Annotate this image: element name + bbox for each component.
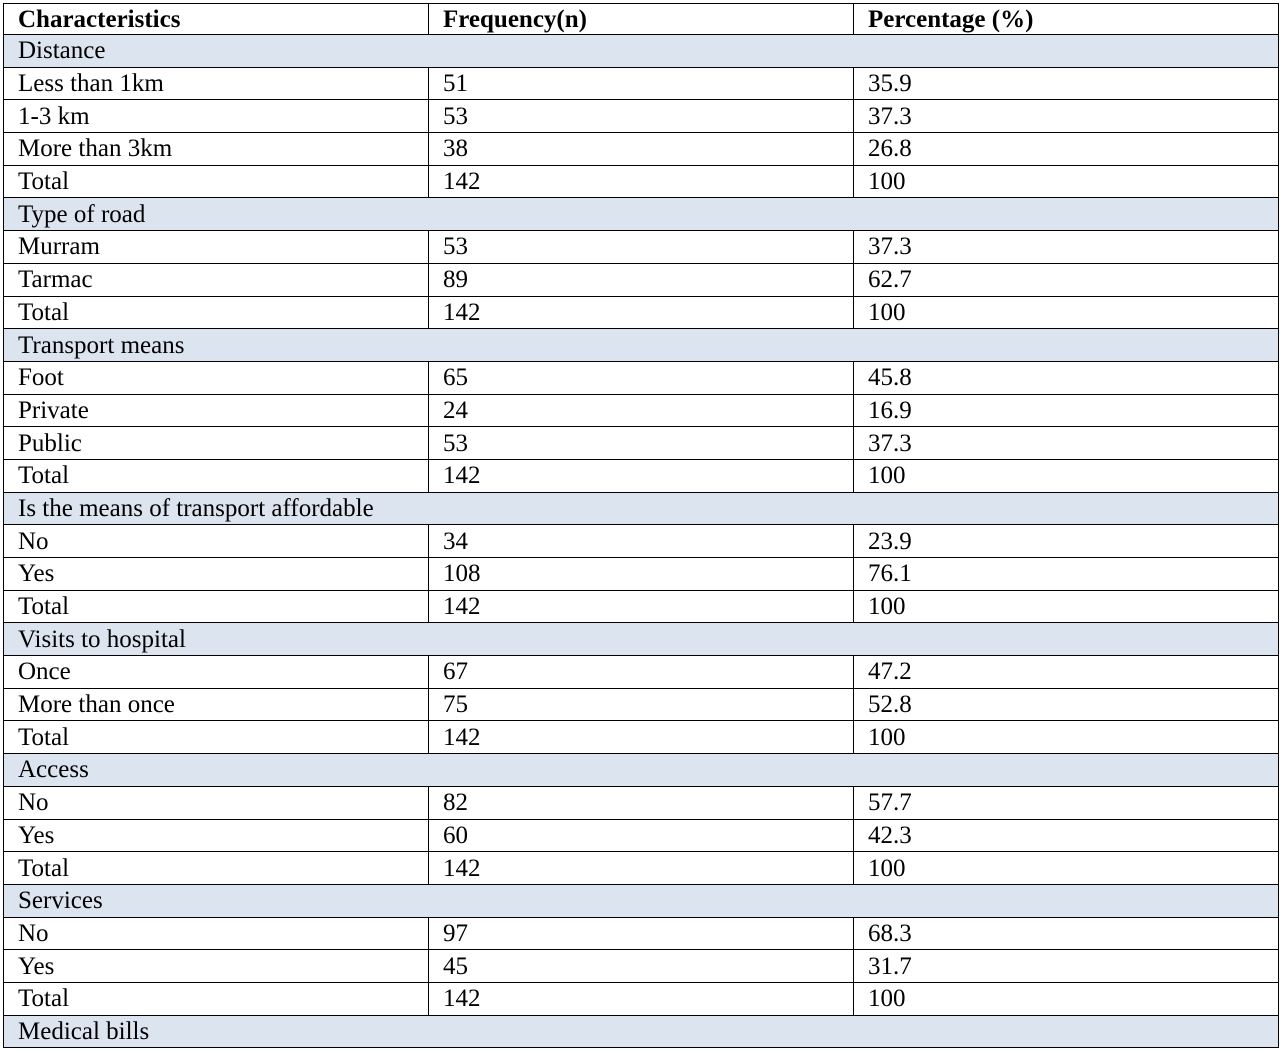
cell-percentage: 26.8 bbox=[854, 133, 1279, 166]
table-row bbox=[4, 688, 1279, 721]
cell-percentage: 31.7 bbox=[854, 950, 1279, 983]
cell-frequency: 60 bbox=[429, 819, 854, 852]
cell-frequency: 45 bbox=[429, 950, 854, 983]
section-row bbox=[4, 1015, 1279, 1048]
table-row bbox=[4, 459, 1279, 492]
table-row bbox=[4, 263, 1279, 296]
cell-percentage: 100 bbox=[854, 459, 1279, 492]
cell-characteristic: More than 3km bbox=[4, 133, 429, 166]
cell-characteristic: Tarmac bbox=[4, 263, 429, 296]
cell-percentage: 45.8 bbox=[854, 361, 1279, 394]
cell-characteristic: Total bbox=[4, 590, 429, 623]
table-row bbox=[4, 852, 1279, 885]
cell-percentage: 100 bbox=[854, 590, 1279, 623]
characteristics-table bbox=[3, 3, 1279, 1048]
section-row bbox=[4, 884, 1279, 917]
table-row bbox=[4, 721, 1279, 754]
cell-frequency: 53 bbox=[429, 100, 854, 133]
table-body bbox=[4, 35, 1279, 1048]
cell-percentage: 37.3 bbox=[854, 231, 1279, 264]
section-title: Distance bbox=[4, 35, 1279, 68]
header-percentage: Percentage (%) bbox=[854, 4, 1279, 35]
table-row bbox=[4, 558, 1279, 591]
section-title: Services bbox=[4, 884, 1279, 917]
table-row bbox=[4, 165, 1279, 198]
table-row bbox=[4, 133, 1279, 166]
table-row bbox=[4, 231, 1279, 264]
cell-frequency: 142 bbox=[429, 296, 854, 329]
section-row bbox=[4, 754, 1279, 787]
cell-characteristic: Private bbox=[4, 394, 429, 427]
cell-characteristic: 1-3 km bbox=[4, 100, 429, 133]
cell-characteristic: Murram bbox=[4, 231, 429, 264]
table-row bbox=[4, 67, 1279, 100]
cell-percentage: 100 bbox=[854, 721, 1279, 754]
cell-frequency: 38 bbox=[429, 133, 854, 166]
cell-frequency: 82 bbox=[429, 786, 854, 819]
cell-characteristic: More than once bbox=[4, 688, 429, 721]
section-row bbox=[4, 198, 1279, 231]
cell-frequency: 142 bbox=[429, 459, 854, 492]
characteristics-table-container bbox=[3, 3, 1279, 1048]
cell-percentage: 47.2 bbox=[854, 656, 1279, 689]
cell-frequency: 142 bbox=[429, 590, 854, 623]
cell-characteristic: Total bbox=[4, 165, 429, 198]
cell-frequency: 67 bbox=[429, 656, 854, 689]
section-row bbox=[4, 623, 1279, 656]
cell-percentage: 100 bbox=[854, 852, 1279, 885]
cell-frequency: 65 bbox=[429, 361, 854, 394]
cell-characteristic: Yes bbox=[4, 558, 429, 591]
section-row bbox=[4, 35, 1279, 68]
cell-characteristic: Public bbox=[4, 427, 429, 460]
cell-characteristic: Total bbox=[4, 982, 429, 1015]
section-row bbox=[4, 492, 1279, 525]
cell-characteristic: Total bbox=[4, 459, 429, 492]
cell-characteristic: No bbox=[4, 917, 429, 950]
cell-percentage: 42.3 bbox=[854, 819, 1279, 852]
cell-characteristic: Once bbox=[4, 656, 429, 689]
table-row bbox=[4, 296, 1279, 329]
cell-characteristic: No bbox=[4, 786, 429, 819]
cell-percentage: 35.9 bbox=[854, 67, 1279, 100]
table-row bbox=[4, 361, 1279, 394]
cell-frequency: 142 bbox=[429, 852, 854, 885]
cell-characteristic: Total bbox=[4, 852, 429, 885]
cell-characteristic: Total bbox=[4, 721, 429, 754]
cell-frequency: 53 bbox=[429, 231, 854, 264]
cell-percentage: 76.1 bbox=[854, 558, 1279, 591]
cell-characteristic: Total bbox=[4, 296, 429, 329]
header-characteristics: Characteristics bbox=[4, 4, 429, 35]
table-row bbox=[4, 786, 1279, 819]
section-title: Transport means bbox=[4, 329, 1279, 362]
header-frequency: Frequency(n) bbox=[429, 4, 854, 35]
cell-percentage: 23.9 bbox=[854, 525, 1279, 558]
table-row bbox=[4, 819, 1279, 852]
section-title: Access bbox=[4, 754, 1279, 787]
table-row bbox=[4, 100, 1279, 133]
cell-frequency: 75 bbox=[429, 688, 854, 721]
cell-percentage: 52.8 bbox=[854, 688, 1279, 721]
cell-percentage: 37.3 bbox=[854, 427, 1279, 460]
cell-frequency: 142 bbox=[429, 721, 854, 754]
cell-percentage: 16.9 bbox=[854, 394, 1279, 427]
cell-percentage: 68.3 bbox=[854, 917, 1279, 950]
section-title: Medical bills bbox=[4, 1015, 1279, 1048]
table-row bbox=[4, 656, 1279, 689]
cell-characteristic: Less than 1km bbox=[4, 67, 429, 100]
section-title: Is the means of transport affordable bbox=[4, 492, 1279, 525]
table-row bbox=[4, 982, 1279, 1015]
table-row bbox=[4, 950, 1279, 983]
cell-frequency: 34 bbox=[429, 525, 854, 558]
cell-percentage: 100 bbox=[854, 165, 1279, 198]
table-row bbox=[4, 590, 1279, 623]
cell-characteristic: Yes bbox=[4, 950, 429, 983]
table-row bbox=[4, 427, 1279, 460]
cell-percentage: 62.7 bbox=[854, 263, 1279, 296]
cell-percentage: 57.7 bbox=[854, 786, 1279, 819]
table-header-row bbox=[4, 4, 1279, 35]
table-row bbox=[4, 525, 1279, 558]
cell-frequency: 142 bbox=[429, 165, 854, 198]
cell-frequency: 108 bbox=[429, 558, 854, 591]
cell-characteristic: Foot bbox=[4, 361, 429, 394]
cell-frequency: 97 bbox=[429, 917, 854, 950]
cell-characteristic: No bbox=[4, 525, 429, 558]
cell-frequency: 51 bbox=[429, 67, 854, 100]
cell-percentage: 100 bbox=[854, 296, 1279, 329]
cell-frequency: 142 bbox=[429, 982, 854, 1015]
cell-percentage: 100 bbox=[854, 982, 1279, 1015]
table-row bbox=[4, 394, 1279, 427]
cell-frequency: 53 bbox=[429, 427, 854, 460]
section-row bbox=[4, 329, 1279, 362]
section-title: Type of road bbox=[4, 198, 1279, 231]
cell-characteristic: Yes bbox=[4, 819, 429, 852]
table-row bbox=[4, 917, 1279, 950]
section-title: Visits to hospital bbox=[4, 623, 1279, 656]
cell-percentage: 37.3 bbox=[854, 100, 1279, 133]
cell-frequency: 24 bbox=[429, 394, 854, 427]
cell-frequency: 89 bbox=[429, 263, 854, 296]
